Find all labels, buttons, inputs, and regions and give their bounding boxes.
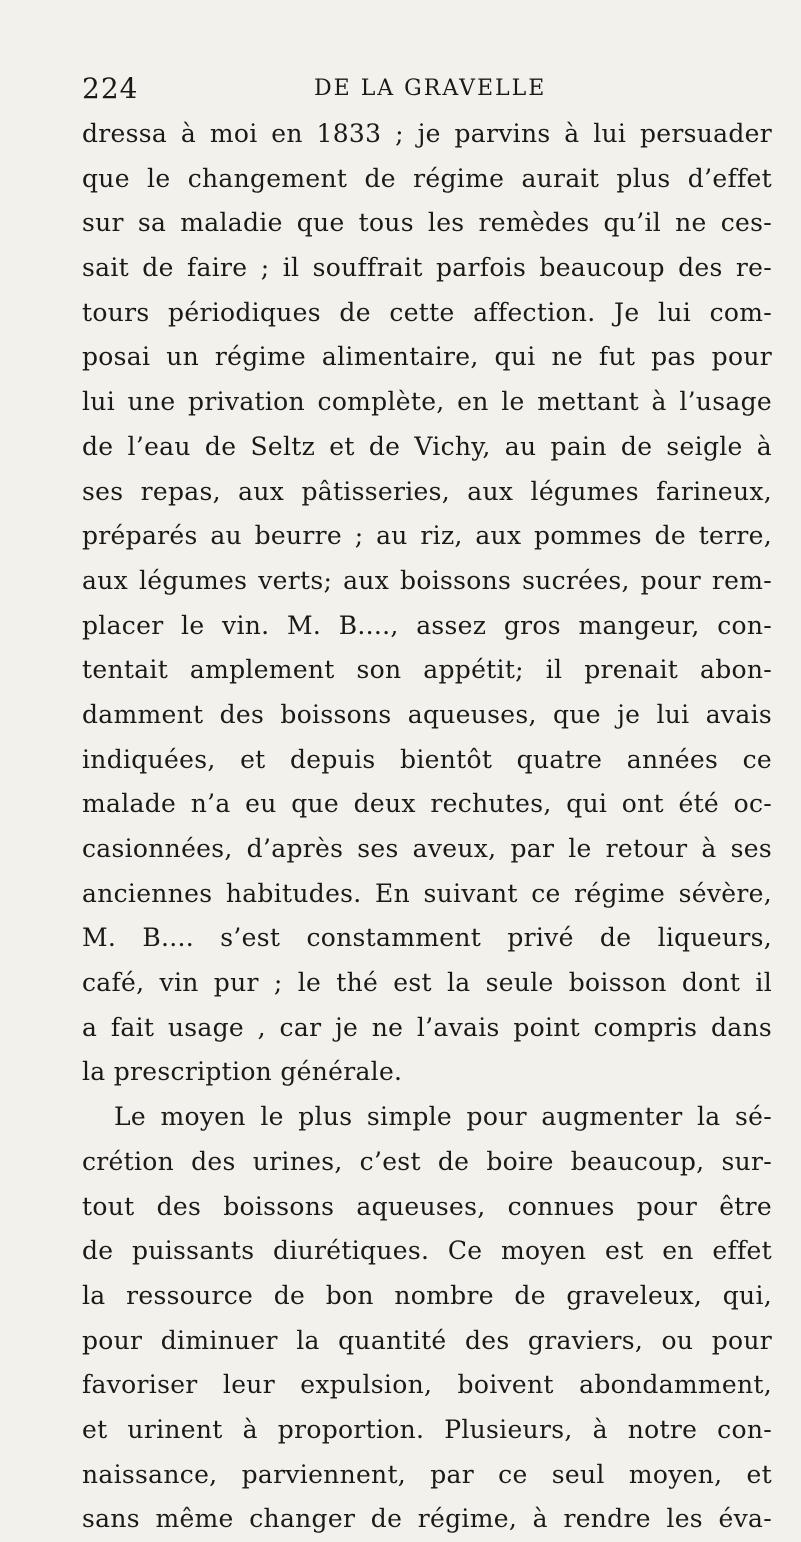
running-title: DE LA GRAVELLE	[314, 76, 547, 101]
text-line: crétion des urines, c’est de boire beaucoup, sur-	[82, 1146, 772, 1176]
text-line: café, vin pur ; le thé est la seule boisson dont il	[82, 968, 772, 998]
text-line: sait de faire ; il souffrait parfois beaucoup des re-	[82, 253, 772, 283]
text-line: placer le vin. M. B...., assez gros mangeur, con-	[82, 610, 772, 640]
text-line: lui une privation complète, en le mettant à l’usage	[82, 387, 772, 417]
text-line: favoriser leur expulsion, boivent abondamment,	[82, 1370, 772, 1400]
paragraph-start-line: Le moyen le plus simple pour augmenter la sé-	[114, 1102, 772, 1132]
text-line: la ressource de bon nombre de graveleux, qui,	[82, 1280, 772, 1310]
body-text	[82, 112, 772, 1542]
text-line: pour diminuer la quantité des graviers, ou pour	[82, 1325, 772, 1355]
text-line: naissance, parviennent, par ce seul moyen, et	[82, 1459, 772, 1489]
text-line: casionnées, d’après ses aveux, par le retour à ses	[82, 834, 772, 863]
text-line: damment des boissons aqueuses, que je lui avais	[82, 699, 772, 729]
text-line: dressa à moi en 1833 ; je parvins à lui persuader	[82, 119, 772, 148]
text-line: ses repas, aux pâtisseries, aux légumes farineux,	[82, 476, 772, 506]
text-line: posai un régime alimentaire, qui ne fut pas pour	[82, 342, 772, 372]
text-line: de puissants diurétiques. Ce moyen est en effet	[82, 1236, 772, 1266]
text-line: tentait amplement son appétit; il prenait abon-	[82, 655, 772, 685]
text-line: sans même changer de régime, à rendre les éva-	[82, 1504, 772, 1534]
page-number: 224	[82, 72, 139, 105]
text-line: et urinent à proportion. Plusieurs, à notre con-	[82, 1414, 772, 1444]
text-line: a fait usage , car je ne l’avais point compris dans	[82, 1012, 772, 1042]
text-line: que le changement de régime aurait plus d’effet	[82, 163, 772, 193]
text-line: M. B.... s’est constamment privé de liqueurs,	[82, 923, 772, 953]
text-line: sur sa maladie que tous les remèdes qu’il ne ces-	[82, 208, 772, 238]
text-line: de l’eau de Seltz et de Vichy, au pain de seigle à	[82, 431, 772, 461]
text-line: anciennes habitudes. En suivant ce régime sévère,	[82, 878, 772, 908]
text-line: indiquées, et depuis bientôt quatre années ce	[82, 744, 772, 774]
running-head	[82, 72, 772, 112]
text-line: préparés au beurre ; au riz, aux pommes de terre,	[82, 521, 772, 551]
text-line: tout des boissons aqueuses, connues pour être	[82, 1191, 772, 1221]
text-line: tours périodiques de cette affection. Je lui com-	[82, 297, 772, 327]
text-line: aux légumes verts; aux boissons sucrées, pour rem-	[82, 565, 772, 595]
paragraph-end-line: la prescription générale.	[82, 1057, 403, 1087]
text-line: malade n’a eu que deux rechutes, qui ont été oc-	[82, 789, 772, 819]
